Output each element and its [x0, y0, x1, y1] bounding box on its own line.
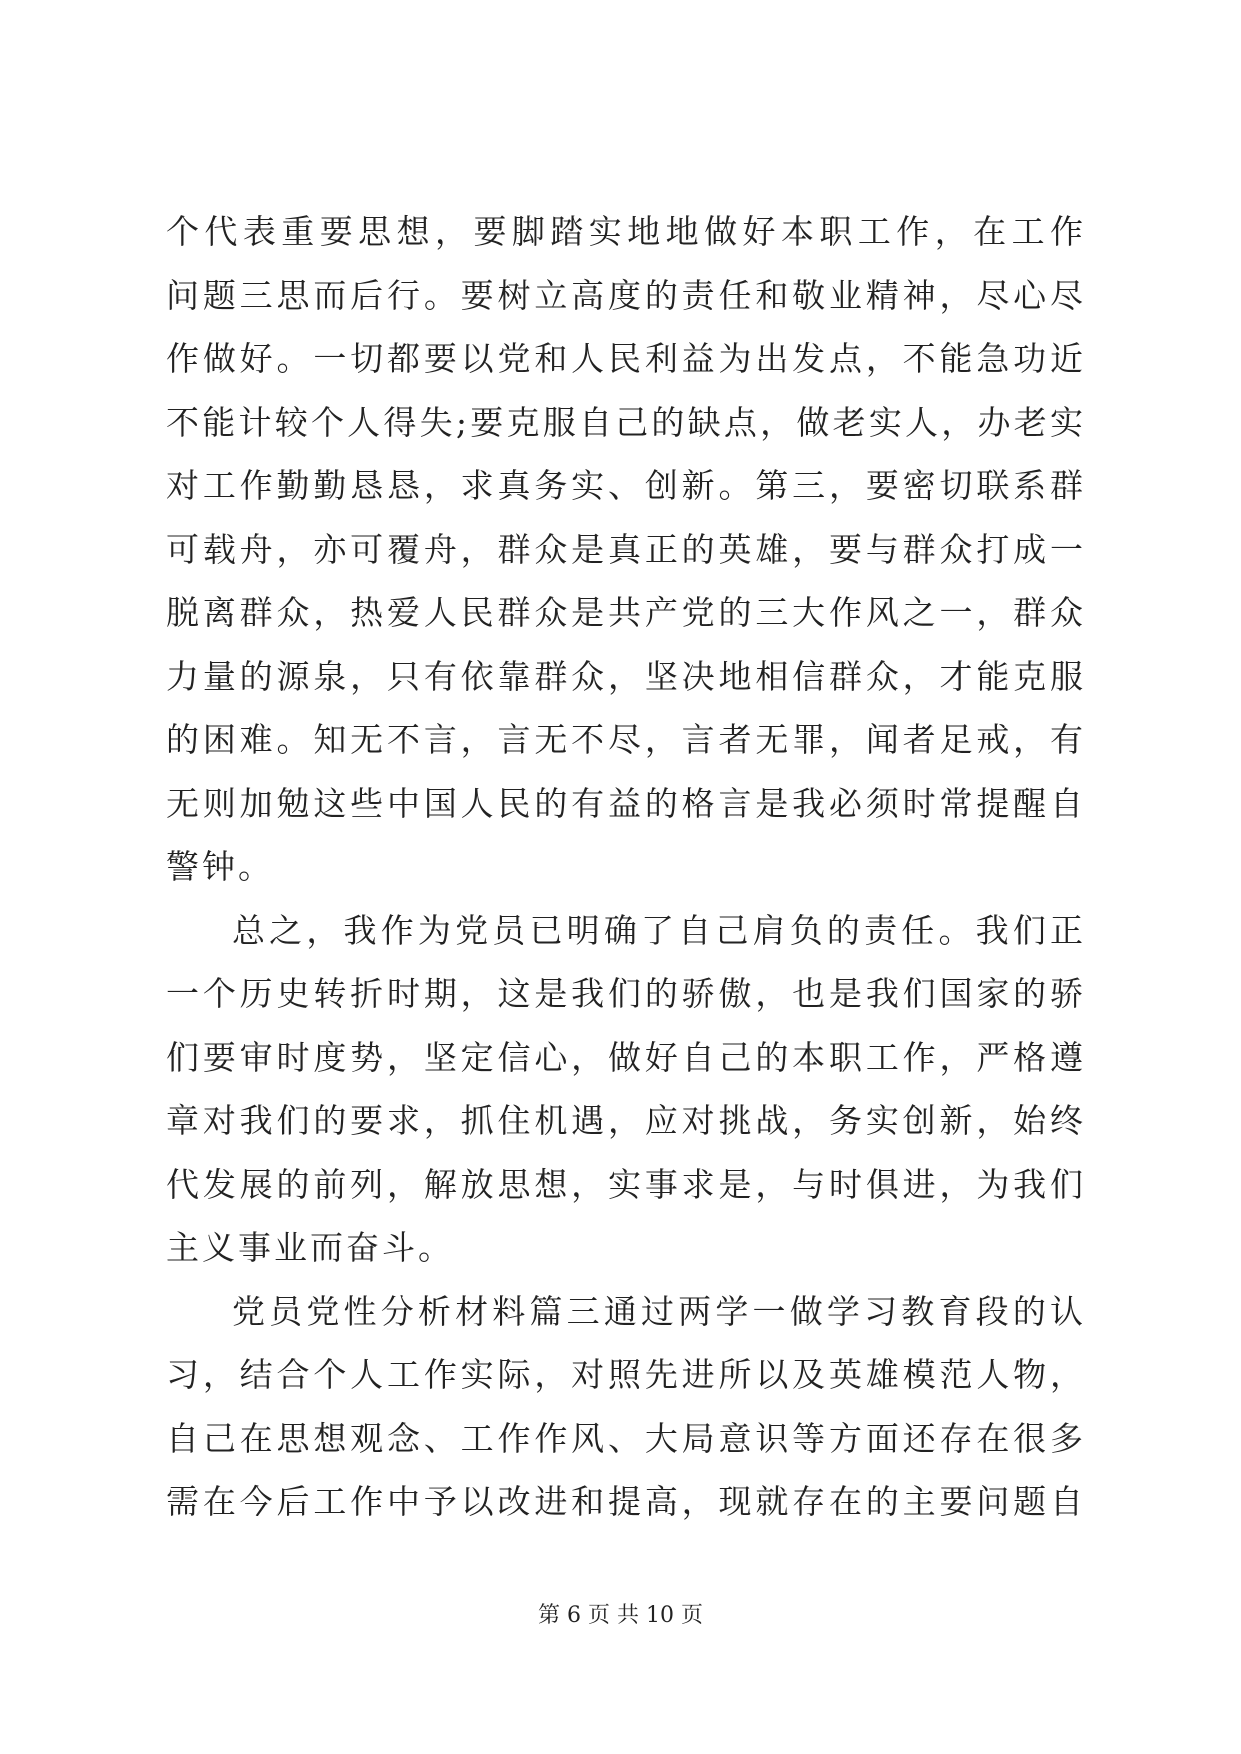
text-line: 可载舟，亦可覆舟，群众是真正的英雄，要与群众打成一 — [166, 529, 1086, 569]
text-line: 个代表重要思想，要脚踏实地地做好本职工作，在工作 — [166, 212, 1086, 251]
text-line: 的困难。知无不言，言无不尽，言者无罪，闻者足戒，有 — [166, 720, 1086, 759]
text-line: 力量的源泉，只有依靠群众，坚决地相信群众，才能克服 — [166, 656, 1086, 696]
text-line: 不能计较个人得失;要克服自己的缺点，做老实人，办老实 — [166, 402, 1086, 442]
text-line: 问题三思而后行。要树立高度的责任和敬业精神，尽心尽 — [166, 275, 1086, 315]
body-text — [166, 200, 1086, 1534]
text-line: 习，结合个人工作实际，对照先进所以及英雄模范人物， — [166, 1355, 1086, 1394]
text-line: 一个历史转折时期，这是我们的骄傲，也是我们国家的骄 — [166, 974, 1086, 1013]
paragraph-start-line: 总之，我作为党员已明确了自己肩负的责任。我们正 — [232, 910, 1086, 950]
page-footer: 第 6 页 共 10 页 — [538, 1603, 703, 1628]
text-line: 无则加勉这些中国人民的有益的格言是我必须时常提醒自 — [166, 783, 1086, 823]
paragraph-start-line: 党员党性分析材料篇三通过两学一做学习教育段的认 — [232, 1291, 1086, 1331]
text-line: 警钟。 — [166, 847, 274, 886]
text-line: 作做好。一切都要以党和人民利益为出发点，不能急功近 — [166, 339, 1086, 378]
text-line: 章对我们的要求，抓住机遇，应对挑战，务实创新，始终 — [166, 1101, 1086, 1140]
text-line: 主义事业而奋斗。 — [166, 1228, 454, 1267]
text-line: 们要审时度势，坚定信心，做好自己的本职工作，严格遵 — [166, 1037, 1086, 1077]
text-line: 脱离群众，热爱人民群众是共产党的三大作风之一，群众 — [166, 593, 1086, 632]
text-line: 需在今后工作中予以改进和提高，现就存在的主要问题自 — [166, 1482, 1086, 1521]
text-line: 对工作勤勤恳恳，求真务实、创新。第三，要密切联系群 — [166, 466, 1086, 505]
text-line: 代发展的前列，解放思想，实事求是，与时俱进，为我们 — [166, 1164, 1086, 1204]
text-line: 自己在思想观念、工作作风、大局意识等方面还存在很多 — [166, 1418, 1086, 1458]
